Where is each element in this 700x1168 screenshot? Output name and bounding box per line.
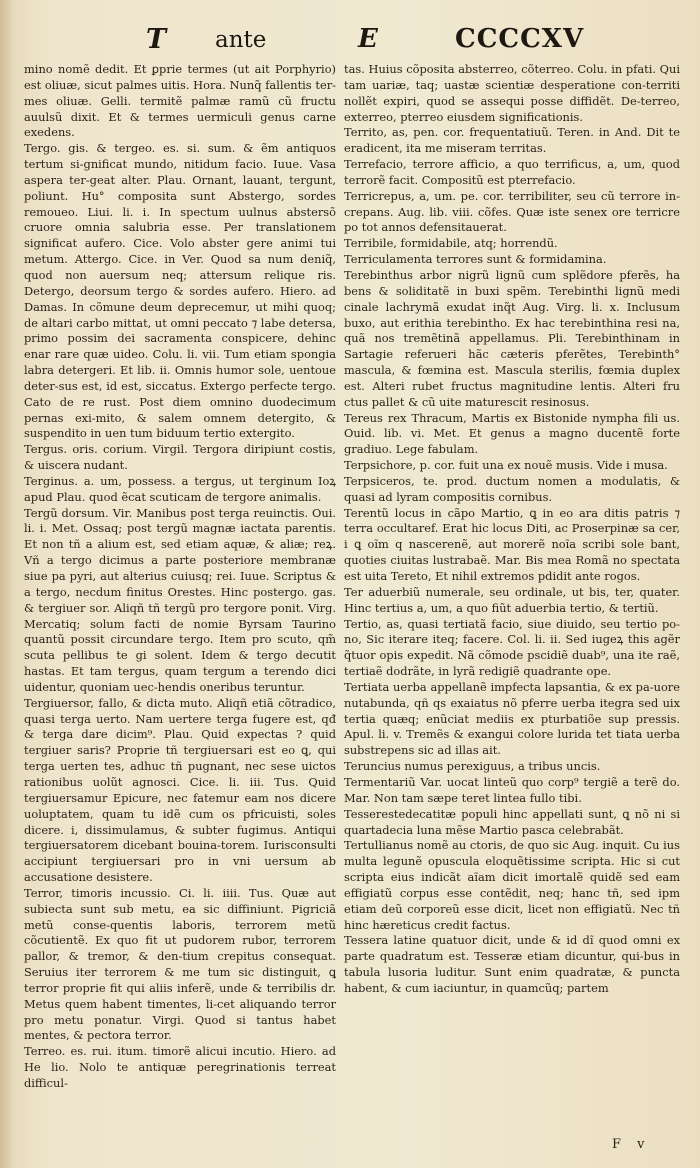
header-left-letter: T: [146, 24, 167, 55]
dictionary-entry: Tertiata uerba appellanẽ impfecta lapsantia, & ex pa-uore nutabunda, qñ qs exaiatus nõ pferre uerba itegra sed uix tertia quæq; enũciat mediis ex pturbatiõe sup pressis. Apul. li. v. Tremẽs & exangui colore lurida tet tiata uerba substrepens sic ad illas ait.: [344, 679, 680, 758]
dictionary-entry: Terreo. es. rui. itum. timorẽ alicui incutio. Hiero. ad He lio. Nolo te antiquæ peregrinationis terreat difficul-: [24, 1044, 336, 1090]
folio-number: CCCCXV: [455, 24, 585, 54]
dictionary-entry: Tertio, as, quasi tertiatã facio, siue diuido, seu tertio po-no, Sic iterare iteq; facere. Col. li. ii. Sed iugeꝝ this agẽr q̃tuor opis expedit. Nã cõmode pscidiẽ duab⁹, una ite raẽ, tertiaẽ dodrãte, in lyrã redigiẽ quadrante ope.: [344, 616, 680, 679]
running-header: [0, 24, 700, 58]
dictionary-entry: Tergũ dorsum. Vir. Manibus post terga reuinctis. Oui. li. i. Met. Ossaq; post tergũ magnæ iactata parentis. Et non tñ a alium est, sed etiam aquæ, & aliæ; reꝝ. Vñ a tergo dicimus a parte posteriore membranæ siue pa pyri, aut alterius cuiusq; rei. Iuue. Scriptus & a tergo, necdum finitus Orestes. Hinc postergo. gas. & tergiuer sor. Aliqñ tñ tergũ pro tergore ponit. Virg. Mercatiq; solum facti de nomie Byrsam Taurino quantũ possit circundare tergo. Item pro scuto, qm̃ scuta pellibus te gi solent. Idem & tergo decutit hastas. Et tam tergus, quam tergum a terendo dici uidentur, quoniam uec-hendis oneribus teruntur.: [24, 505, 336, 694]
dictionary-entry: Terpsichore, p. cor. fuit una ex nouẽ musis. Vide i musa.: [344, 458, 668, 473]
dictionary-entry: Terentũ locus in cãpo Martio, ꝗ in eo ara ditis patris ⁊ terra occultaref. Erat hic locus Diti, ac Proserpinæ sa cer, i ꝗ oĩm q nascerenẽ, aut morerẽ noĩa scribi sole bant, quoties ciuitas lustrabaẽ. Mar. Bis mea Romã no spectata est uita Tereto, Et nihil extremos pdidit ante rogos.: [344, 505, 680, 583]
dictionary-entry: Terribile, formidabile, atq; horrendũ.: [344, 236, 558, 251]
dictionary-entry: Teruncius numus perexiguus, a tribus uncis.: [344, 759, 601, 774]
dictionary-entry: Terginus. a. um, possess. a tergus, ut terginum Ioꝝ apud Plau. quod ẽcat scuticam de tergore animalis.: [24, 473, 336, 504]
right-column: [344, 62, 680, 997]
dictionary-entry: Terpsiceros, te. prod. ductum nomen a modulatis, & quasi ad lyram compositis cornibus.: [344, 473, 680, 504]
dictionary-entry: Terricrepus, a, um. pe. cor. terribiliter, seu cũ terrore in-crepans. Aug. lib. viii. cõfes. Quæ iste senex ore terricre po tot annos defensitauerat.: [344, 188, 680, 235]
dictionary-entry: Tertullianus nomẽ au ctoris, de quo sic Aug. inquit. Cu ius multa legunẽ opuscula eloquẽtissime scripta. Hic si cut scripta eius indicãt aĩam dicit imortalẽ quidẽ sed eam effigiatũ corpus esse contẽdit, neq; hanc tñ, sed ipm etiam deũ corporeũ esse dicit, licet non effigiatũ. Nec tñ hinc hæreticus credit factus.: [344, 838, 680, 932]
page-gutter-shadow: [0, 0, 14, 1168]
dictionary-entry: Tergo. gis. & tergeo. es. si. sum. & ẽm antiquos tertum si-gnificat mundo, nitidum facio. Iuue. Vasa aspera ter-geat alter. Plau. Ornant, lauant, tergunt, poliunt. Hu° composita sunt Abstergo, sordes remoueo. Liui. li. i. In spectum uulnus abstersõ cruore omnia salubria esse. Per translationem significat aufero. Cice. Volo abster gere animi tui metum. Attergo. Cice. in Ver. Quod sa num deniq̃, quod non auersum neq; attersum relique ris. Detergo, deorsum tergo & sordes aufero. Hiero. ad Damas. In cõmune deum deprecemur, ut mihi quoq; de altari carbo mittat, ut omni peccato ⁊ labe detersa, primo possim dei sacramenta conspicere, dehinc enar rare quæ uideo. Colu. li. vii. Tum etiam spongia labra detergeri. Et lib. ii. Omnis humor sole, uentoue deter-sus est, id est, siccatus. Extergo perfecte tergo. Cato de re rust. Post diem omnino duodecimum pernas exi-mito, & salem omnem detergito, & suspendito in uen tum biduum tertio extergito.: [24, 141, 336, 441]
dictionary-entry: Ter aduerbiũ numerale, seu ordinale, ut bis, ter, quater. Hinc tertius a, um, a quo fiũt aduerbia tertio, & tertiũ.: [344, 584, 680, 615]
dictionary-entry: Territo, as, pen. cor. frequentatiuũ. Teren. in And. Dit te eradicent, ita me miseram territas.: [344, 125, 680, 156]
dictionary-entry: Tergus. oris. corium. Virgil. Tergora diripiunt costis, & uiscera nudant.: [24, 442, 336, 473]
dictionary-entry: Tergiuersor, fallo, & dicta muto. Aliqñ etiã cõtradico, quasi terga uerto. Nam uertere terga fugere est, qđ & terga dare dicim⁹. Plau. Quid expectas ? quid tergiuer saris? Proprie tñ tergiuersari est eo ꝗ, qui terga uerten tes, adhuc tñ pugnant, nec sese uictos rationibus uolũt agnosci. Cice. li. iii. Tus. Quid tergiuersamur Epicure, nec fatemur eam nos dicere uoluptatem, quam tu idẽ cum os pfricuisti, soles dicere. i, dissimulamus, & subter fugimus. Antiqui tergiuersatorem dicebant bouina-torem. Iurisconsulti accipiunt tergiuersari pro in vni uersum ab accusatione desistere.: [24, 695, 336, 885]
dictionary-entry: Tereus rex Thracum, Martis ex Bistonide nympha fili us. Ouid. lib. vi. Met. Et genus a magno ducentẽ forte gradiuo. Lege fabulam.: [344, 410, 680, 457]
dictionary-entry: Tessera latine quatuor dicit, unde & id dĩ quod omni ex parte quadratum est. Tesseræ etiam dicuntur, qui-bus in tabula lusoria luditur. Sunt enim quadratæ, & puncta habent, & cum iaciuntur, in quamcũq; partem: [344, 933, 680, 995]
dictionary-entry: Termentariũ Var. uocat linteũ quo corp⁹ tergiẽ a terẽ do. Mar. Non tam sæpe teret lintea fullo tibi.: [344, 774, 680, 805]
dictionary-entry: Tesserestedecatitæ populi hinc appellati sunt, ꝗ nõ ni si quartadecia luna mẽse Martio pasca celebrabãt.: [344, 806, 680, 837]
header-word: ante: [215, 27, 267, 53]
dictionary-entry: tas. Huius cõposita absterreo, cõterreo. Colu. in pfati. Qui tam uariæ, taq; uastæ scientiæ desperatione con-territi nollẽt expiri, quod se assequi posse diffidẽt. De-terreo, exterreo, pterreo eiusdem significationis.: [344, 62, 680, 124]
signature-mark: F v: [612, 1137, 651, 1152]
dictionary-entry: mino nomẽ dedit. Et ꝑprie termes (ut ait Porphyrio) est oliuæ, sicut palmes uitis. Hora. Nunq̃ fallentis ter-mes oliuæ. Gelli. termitẽ palmæ ramũ cũ fructu auulsũ dixit. Et & termes uermiculi genus carne exedens.: [24, 62, 336, 140]
header-right-letter: E: [358, 24, 378, 54]
dictionary-entry: Terror, timoris incussio. Ci. li. iiii. Tus. Quæ aut subiecta sunt sub metu, ea sic diffiniunt. Pigriciã metũ conse-quentis laboris, terrorem metũ cõcutientẽ. Ex quo fit ut pudorem rubor, terrorem pallor, & tremor, & den-tium crepitus consequat. Seruius iter terrorem & me tum sic distinguit, ꝗ terror proprie fit qui aliis inferẽ, unde & terribilis dr. Metus quem habent timentes, li-cet aliquando terror pro metu ponatur. Virgi. Quod si tantus habet mentes, & pectora terror.: [24, 885, 336, 1043]
dictionary-entry: Terebinthus arbor nigrũ lignũ cum splẽdore pferẽs, ha bens & soliditatẽ in buxi spẽm. Terebinthi lignũ medi cinale lachrymã exudat inq̃t Aug. Virg. li. x. Inclusum buxo, aut erithia terebintho. Ex hac terebinthina resi na, quã nos tremẽtinã appellamus. Pli. Terebinthinam in Sartagie referueri hãc cæteris pferẽtes, Terebinth° mascula, & fœmina est. Mascula sterilis, fœmia duplex est. Alteri rubet fructus magnitudine lentis. Alteri fru ctus pallet & cũ uite maturescit resinosus.: [344, 267, 680, 409]
left-column: [24, 62, 336, 1092]
dictionary-entry: Terrefacio, terrore afficio, a quo terrificus, a, um, quod terrorẽ facit. Compositũ est pterrefacio.: [344, 157, 680, 187]
dictionary-entry: Terriculamenta terrores sunt & formidamina.: [344, 252, 607, 267]
